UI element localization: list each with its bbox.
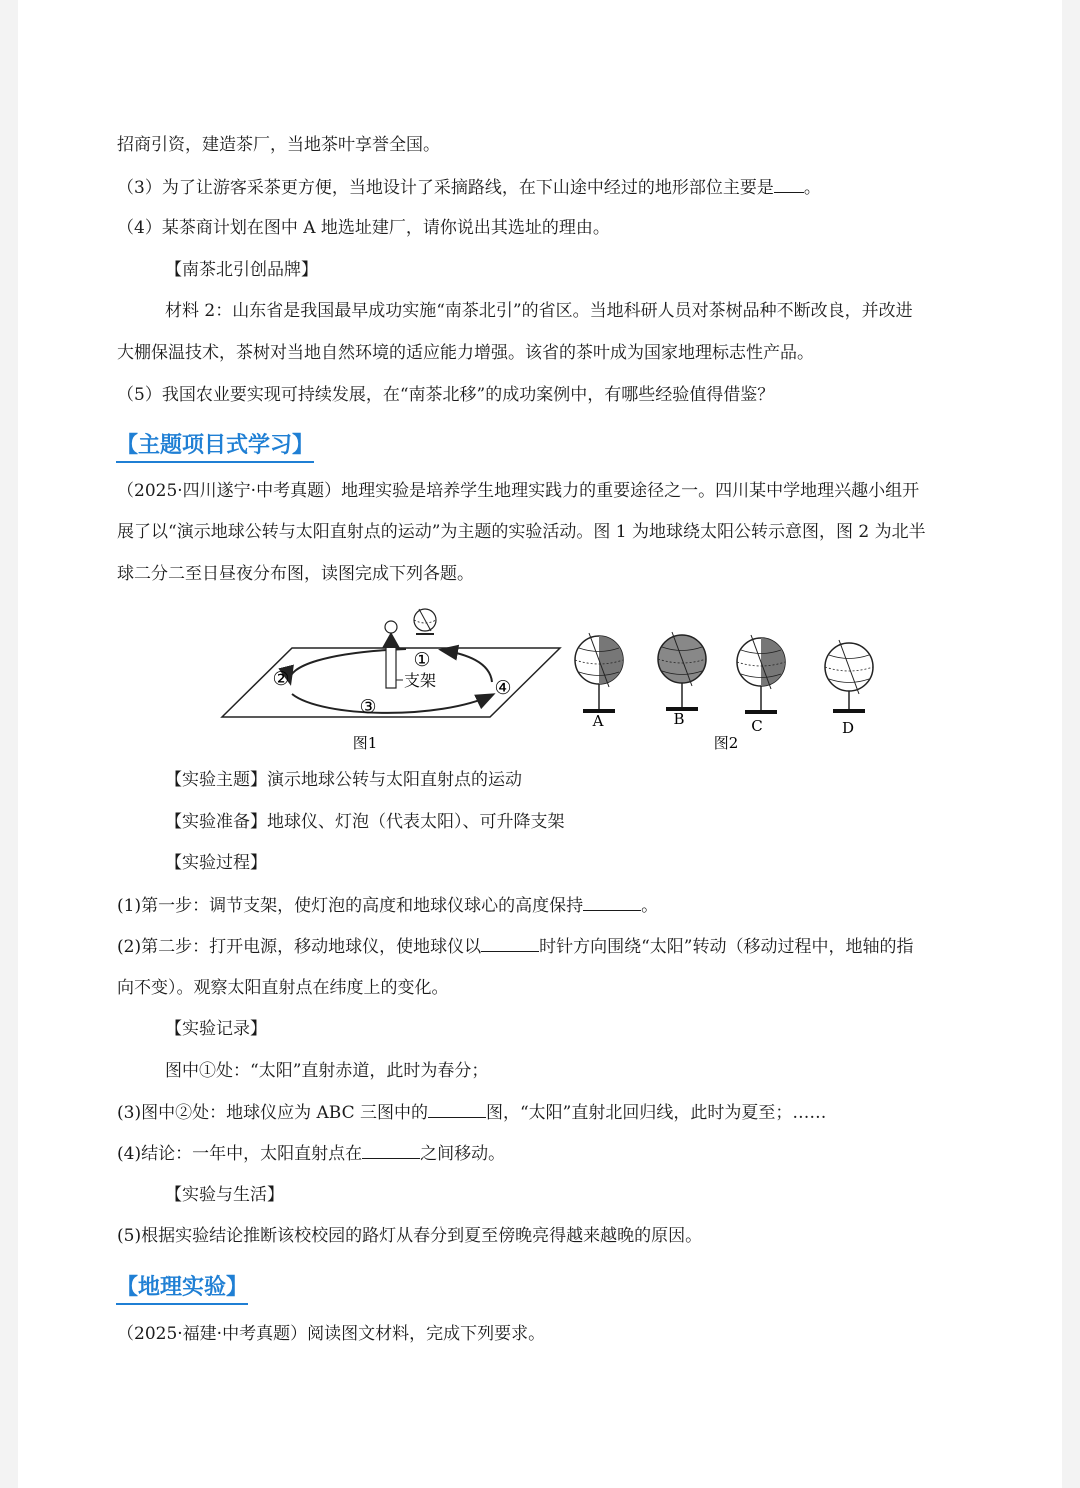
question-4: （4）某茶商计划在图中 A 地选址建厂，请你说出其选址的理由。: [117, 218, 610, 238]
experiment-figure: [210, 600, 910, 760]
intro-line-2: 展了以“演示地球公转与太阳直射点的运动”为主题的实验活动。图 1 为地球绕太阳公转示意图，图 2 为北半: [117, 522, 926, 542]
figure-1-caption: 图1: [352, 734, 378, 752]
globe-b: [658, 632, 706, 728]
text-line: 招商引资，建造茶厂，当地茶叶享誉全国。: [117, 135, 440, 155]
figure-2-caption: 图2: [713, 734, 739, 752]
step-2: (2)第二步：打开电源，移动地球仪，使地球仪以 时针方向围绕“太阳”转动（移动过程中，地轴的指: [117, 937, 914, 957]
material-2-line-2: 大棚保温技术，茶树对当地自然环境的适应能力增强。该省的茶叶成为国家地理标志性产品。: [117, 343, 814, 363]
experiment-process-label: 【实验过程】: [165, 853, 267, 873]
globe-c: [737, 635, 785, 735]
section-label-brand: 【南茶北引创品牌】: [165, 260, 318, 280]
globe-c-label: C: [751, 717, 763, 735]
question-3: （3）为了让游客采茶更方便，当地设计了采摘路线，在下山途中经过的地形部位主要是 。: [117, 178, 821, 198]
globe-a-label: A: [592, 712, 604, 730]
answer-blank: [583, 894, 641, 911]
experiment-record-label: 【实验记录】: [165, 1019, 267, 1039]
step-4: (4)结论：一年中，太阳直射点在 之间移动。: [117, 1144, 506, 1164]
intro-line-3: 球二分二至日昼夜分布图，读图完成下列各题。: [117, 564, 474, 584]
globe-a: [575, 633, 623, 730]
experiment-topic: 【实验主题】演示地球公转与太阳直射点的运动: [165, 770, 522, 790]
question-5: （5）我国农业要实现可持续发展，在“南茶北移”的成功案例中，有哪些经验值得借鉴？: [117, 385, 775, 405]
experiment-life-label: 【实验与生活】: [165, 1185, 284, 1205]
step-1: (1)第一步：调节支架，使灯泡的高度和地球仪球心的高度保持 。: [117, 896, 659, 916]
experiment-preparation: 【实验准备】地球仪、灯泡（代表太阳）、可升降支架: [165, 812, 565, 832]
step-5: (5)根据实验结论推断该校校园的路灯从春分到夏至傍晚亮得越来越晚的原因。: [117, 1226, 703, 1246]
record-item-1: 图中①处：“太阳”直射赤道，此时为春分；: [165, 1061, 489, 1081]
globe-b-label: B: [673, 710, 685, 728]
step-2-continued: 向不变）。观察太阳直射点在纬度上的变化。: [117, 978, 449, 998]
answer-blank: [428, 1101, 486, 1118]
stand-label: 支架: [404, 671, 437, 690]
answer-blank: [774, 176, 804, 193]
last-question-intro: （2025·福建·中考真题）阅读图文材料，完成下列要求。: [117, 1324, 546, 1344]
globe-d-label: D: [841, 719, 855, 737]
answer-blank: [362, 1142, 420, 1159]
intro-line-1: （2025·四川遂宁·中考真题）地理实验是培养学生地理实践力的重要途径之一。四川某中学地理兴趣小组开: [117, 481, 920, 501]
figure-2-globes: [575, 632, 873, 752]
section-heading-project-learning: 【主题项目式学习】: [116, 428, 314, 463]
position-2-label: ②: [272, 668, 290, 690]
globe-d: [825, 640, 873, 737]
position-1-label: ①: [413, 649, 431, 671]
section-heading-geo-experiment: 【地理实验】: [116, 1270, 248, 1305]
answer-blank: [481, 935, 539, 952]
position-3-label: ③: [359, 696, 377, 718]
material-2-line-1: 材料 2：山东省是我国最早成功实施“南茶北引”的省区。当地科研人员对茶树品种不断改良，并改进: [165, 301, 913, 321]
step-3: (3)图中②处：地球仪应为 ABC 三图中的 图，“太阳”直射北回归线，此时为夏至；……: [117, 1103, 827, 1123]
position-4-label: ④: [494, 677, 512, 699]
figure-1-orbit-diagram: [222, 609, 560, 752]
